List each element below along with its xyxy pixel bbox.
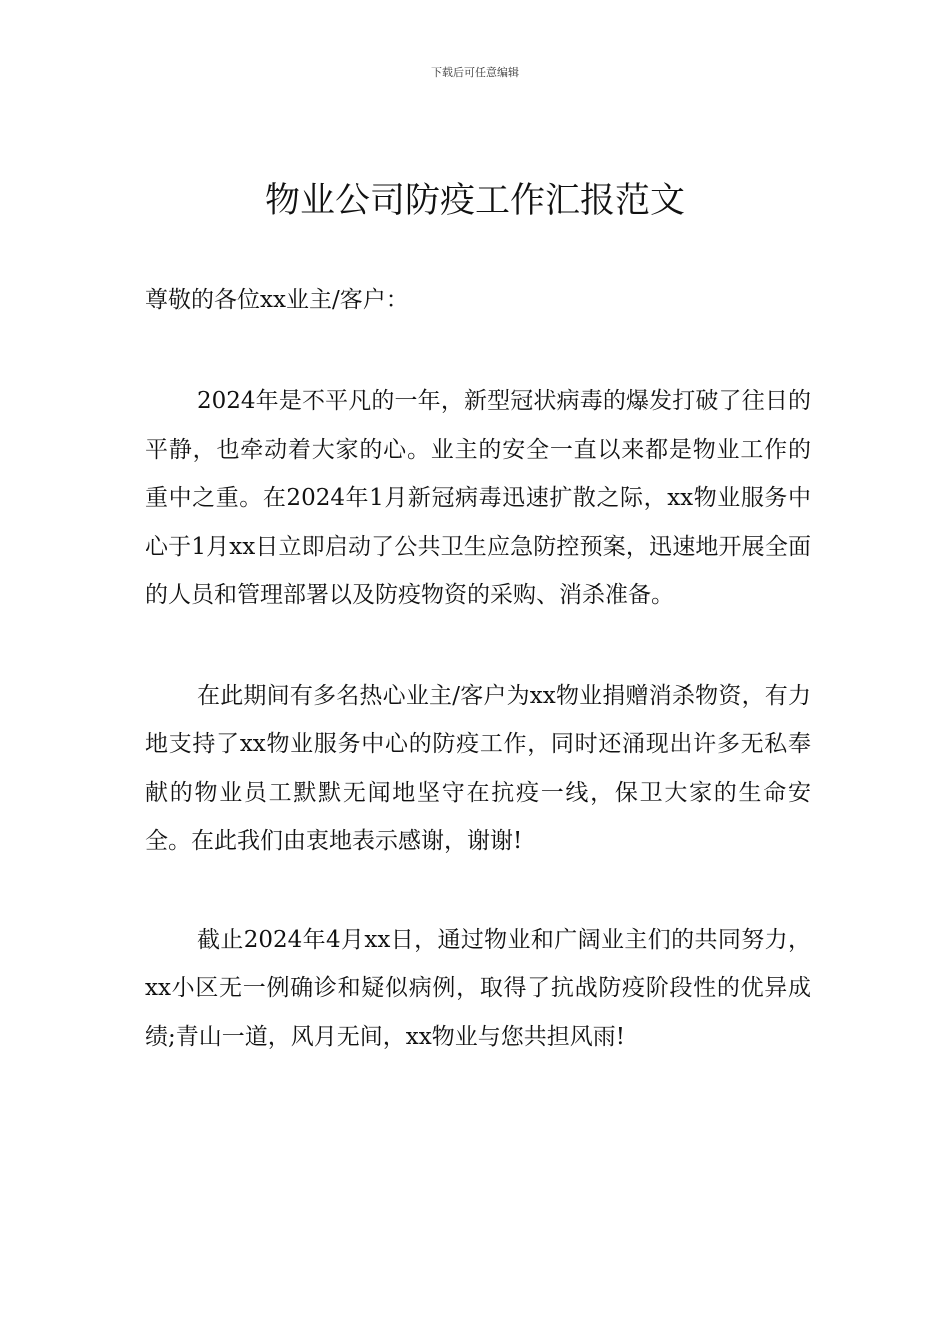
- document-body: [145, 278, 811, 1061]
- paragraph-1: 2024年是不平凡的一年，新型冠状病毒的爆发打破了往日的平静，也牵动着大家的心。业主的安全一直以来都是物业工作的重中之重。在2024年1月新冠病毒迅速扩散之际，xx物业服务中心于1月xx日立即启动了公共卫生应急防控预案，迅速地开展全面的人员和管理部署以及防疫物资的采购、消杀准备。: [145, 388, 811, 608]
- page-header-note: 下载后可任意编辑: [431, 66, 519, 79]
- paragraph-3: 截止2024年4月xx日，通过物业和广阔业主们的共同努力，xx小区无一例确诊和疑似病例，取得了抗战防疫阶段性的优异成绩;青山一道，风月无间，xx物业与您共担风雨!: [145, 926, 811, 1050]
- salutation: 尊敬的各位xx业主/客户：: [145, 287, 409, 313]
- document-title: 物业公司防疫工作汇报范文: [264, 181, 685, 221]
- paragraph-2: 在此期间有多名热心业主/客户为xx物业捐赠消杀物资，有力地支持了xx物业服务中心的防疫工作，同时还涌现出许多无私奉献的物业员工默默无闻地坚守在抗疫一线，保卫大家的生命安全。在此我们由衷地表示感谢，谢谢!: [145, 682, 811, 854]
